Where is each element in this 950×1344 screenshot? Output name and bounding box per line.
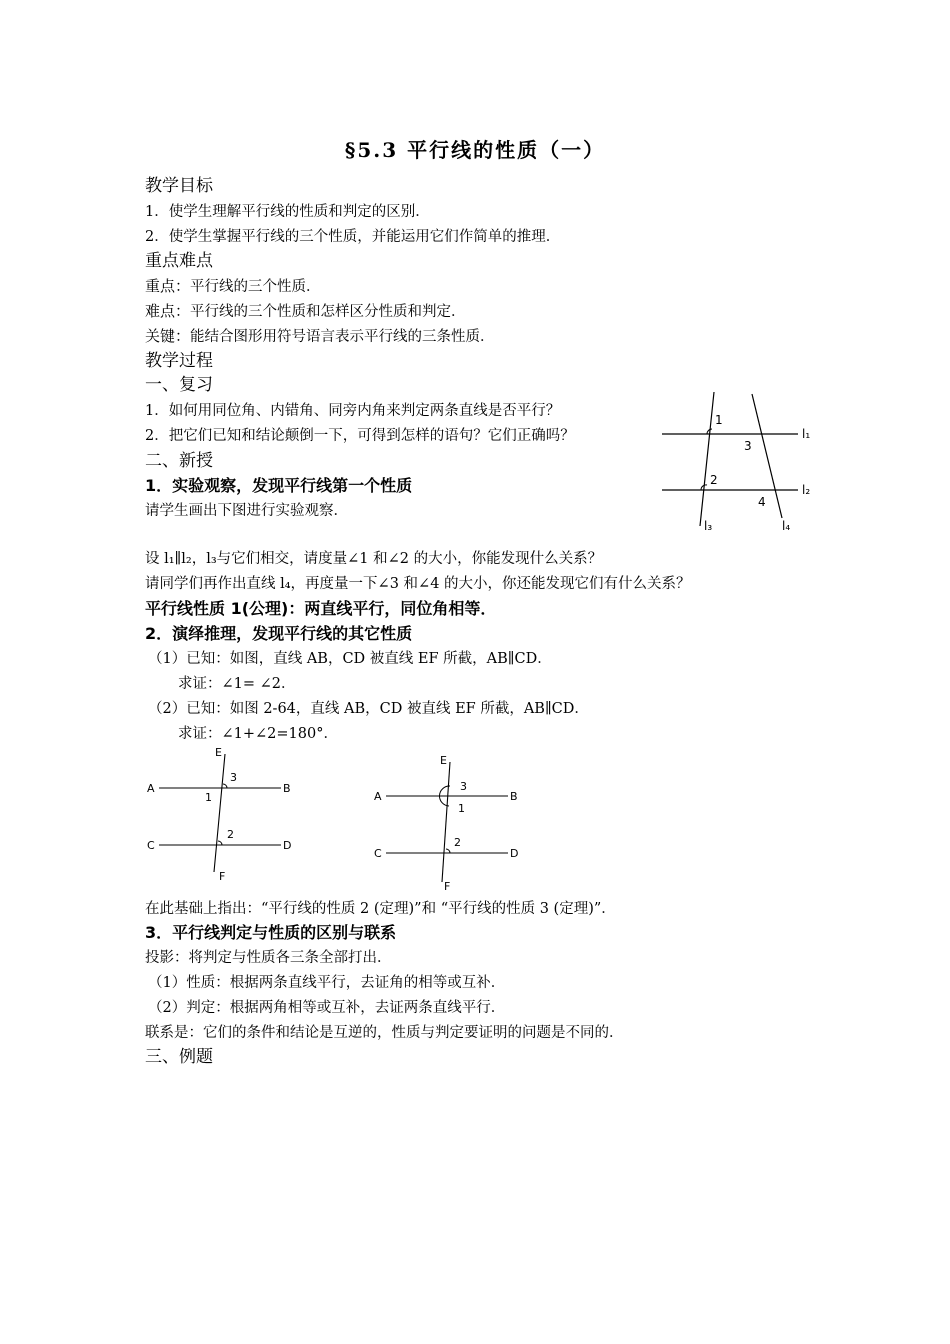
problem-2-prove: 求证：∠1+∠2=180°． <box>178 726 338 742</box>
difference-heading: 3．平行线判定与性质的区别与联系 <box>145 923 397 942</box>
experiment-heading: 1．实验观察，发现平行线第一个性质 <box>145 476 413 495</box>
figure-corresponding-angles <box>143 742 303 887</box>
label-d: D <box>510 847 519 860</box>
label-l1: l₁ <box>802 427 811 441</box>
question-1: 设 l₁∥l₂，l₃与它们相交，请度量∠1 和∠2 的大小，你能发现什么关系？ <box>145 551 603 567</box>
projection-text: 投影：将判定与性质各三条全部打出． <box>145 950 392 966</box>
experiment-text: 请学生画出下图进行实验观察． <box>145 503 348 519</box>
label-d: D <box>283 839 292 852</box>
label-4: 4 <box>758 495 766 509</box>
label-1: 1 <box>715 413 723 427</box>
label-e: E <box>440 754 447 767</box>
key-point <box>145 276 321 297</box>
line-ef <box>442 762 450 882</box>
key-label: 重点： <box>145 277 191 295</box>
nature-text: （1）性质：根据两条直线平行，去证角的相等或互补． <box>148 975 506 991</box>
label-3: 3 <box>230 771 237 784</box>
property-1: 平行线性质 1(公理)：两直线平行，同位角相等． <box>145 599 497 618</box>
review-heading: 一、复习 <box>145 375 213 395</box>
crux-label: 关键： <box>145 327 191 345</box>
judge-text: （2）判定：根据两角相等或互补，去证两条直线平行． <box>148 1000 506 1016</box>
key-text: 平行线的三个性质． <box>190 279 321 295</box>
hard-label: 难点： <box>145 302 191 320</box>
label-3: 3 <box>460 780 467 793</box>
figure-parallel-transversals <box>660 388 840 543</box>
hard-point <box>145 301 466 322</box>
problem-2-given: （2）已知：如图 2-64，直线 AB，CD 被直线 EF 所截，AB∥CD． <box>148 701 589 717</box>
point-out-text: 在此基础上指出：“平行线的性质 2 (定理)”和 “平行线的性质 3 (定理)”． <box>145 901 616 917</box>
label-l4: l₄ <box>782 519 791 533</box>
label-l2: l₂ <box>802 483 811 497</box>
line-ef <box>214 754 225 872</box>
hard-text: 平行线的三个性质和怎样区分性质和判定． <box>190 304 466 320</box>
angle-mark-2 <box>446 849 450 853</box>
label-b: B <box>283 782 291 795</box>
problem-1-prove: 求证：∠1= ∠2． <box>178 676 296 692</box>
process-heading: 教学过程 <box>145 351 213 371</box>
crux-point <box>145 326 495 347</box>
relation-text: 联系是：它们的条件和结论是互逆的，性质与判定要证明的问题是不同的． <box>145 1025 624 1041</box>
label-f: F <box>219 870 226 883</box>
label-f: F <box>444 880 451 893</box>
label-c: C <box>147 839 155 852</box>
goal-item-2: 2．使学生掌握平行线的三个性质，并能运用它们作简单的推理． <box>145 229 561 245</box>
label-2: 2 <box>710 473 718 487</box>
example-heading: 三、例题 <box>145 1047 213 1067</box>
label-2: 2 <box>227 828 234 841</box>
line-l3 <box>700 392 714 526</box>
deduce-heading: 2．演绎推理，发现平行线的其它性质 <box>145 624 413 643</box>
question-2: 请同学们再作出直线 l₄，再度量一下∠3 和∠4 的大小，你还能发现它们有什么关系？ <box>145 576 691 592</box>
label-b: B <box>510 790 518 803</box>
keypoints-heading: 重点难点 <box>145 251 213 271</box>
label-l3: l₃ <box>704 519 713 533</box>
figure-supplementary-angles <box>370 750 530 895</box>
line-l4 <box>752 394 782 518</box>
label-3: 3 <box>744 439 752 453</box>
review-item-2: 2．把它们已知和结论颠倒一下，可得到怎样的语句？它们正确吗？ <box>145 428 575 444</box>
label-a: A <box>374 790 382 803</box>
label-1: 1 <box>458 802 465 815</box>
goal-item-1: 1．使学生理解平行线的性质和判定的区别． <box>145 204 430 220</box>
review-item-1: 1．如何用同位角、内错角、同旁内角来判定两条直线是否平行？ <box>145 403 561 419</box>
label-a: A <box>147 782 155 795</box>
angle-mark-3 <box>223 784 227 788</box>
new-heading: 二、新授 <box>145 451 213 471</box>
goals-heading: 教学目标 <box>145 176 213 196</box>
crux-text: 能结合图形用符号语言表示平行线的三条性质． <box>190 329 495 345</box>
label-c: C <box>374 847 382 860</box>
angle-mark-2 <box>218 841 222 845</box>
label-e: E <box>215 746 222 759</box>
label-1: 1 <box>205 791 212 804</box>
problem-1-given: （1）已知：如图，直线 AB，CD 被直线 EF 所截，AB∥CD． <box>148 651 552 667</box>
label-2: 2 <box>454 836 461 849</box>
page-title: §5.3 平行线的性质（一） <box>344 138 606 162</box>
